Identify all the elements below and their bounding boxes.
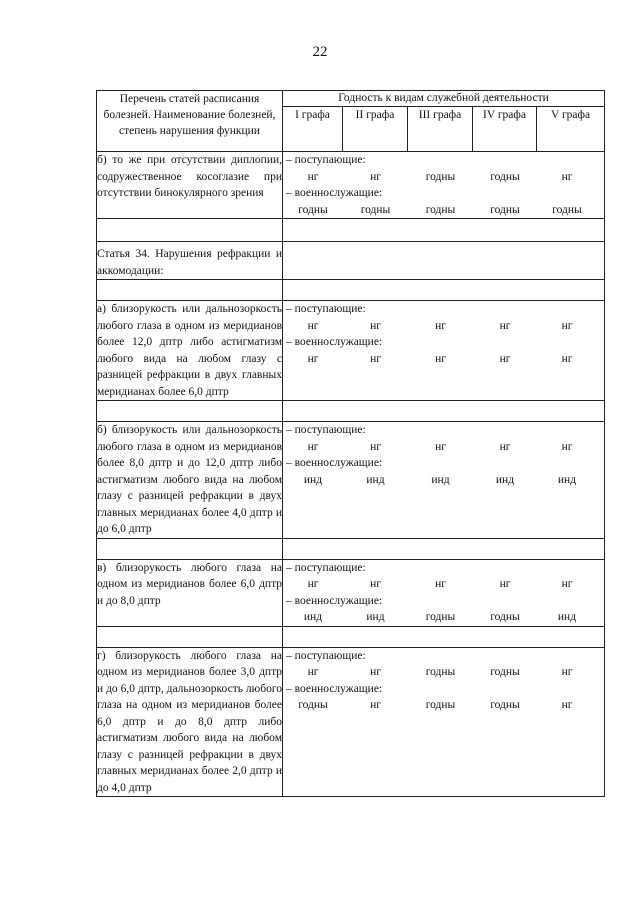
- value-cell: годны: [490, 170, 520, 183]
- value-cell: нг: [435, 352, 446, 365]
- column-header-3: III графа: [408, 107, 473, 152]
- row-values: [283, 301, 605, 401]
- header-disease-list: Перечень статей расписания болезней. Наименование болезней, степень нарушения функции: [97, 91, 283, 152]
- table-row: [97, 242, 605, 280]
- value-cell: годны: [490, 699, 520, 711]
- value-cell: инд: [557, 473, 577, 486]
- value-cell: нг: [307, 440, 319, 453]
- article-heading: Статья 34. Нарушения рефракции и аккомодации:: [97, 242, 283, 280]
- applicants-values: [283, 169, 604, 186]
- value-cell: инд: [366, 473, 385, 486]
- value-cell: нг: [307, 319, 319, 332]
- value-cell: нг: [561, 578, 573, 590]
- value-cell: годны: [552, 203, 582, 216]
- row-values: [283, 559, 605, 626]
- servicemen-label: – военнослужащие:: [286, 594, 383, 607]
- value-cell: нг: [561, 319, 573, 332]
- row-text: б) близорукость или дальнозоркость любого глаза в одном из меридианов более 8,0 дптр и до 12,0 дптр либо астигматизм любого вида на любом глазу с разницей рефракции в двух главных меридианах более 4,0 дптр и до 6,0 дптр: [97, 422, 283, 539]
- servicemen-values: [283, 609, 604, 626]
- value-cell: нг: [561, 666, 573, 678]
- row-values: [283, 647, 605, 797]
- value-cell: нг: [370, 352, 381, 365]
- value-cell: нг: [435, 578, 446, 590]
- table-row: [97, 647, 605, 797]
- servicemen-values: [283, 697, 604, 714]
- value-cell: нг: [307, 352, 319, 365]
- value-cell: годны: [425, 611, 456, 623]
- value-cell: нг: [307, 170, 319, 183]
- value-cell: нг: [499, 440, 511, 453]
- value-cell: нг: [370, 578, 381, 590]
- value-cell: годны: [490, 203, 520, 216]
- value-cell: нг: [370, 699, 381, 711]
- value-cell: нг: [499, 319, 511, 332]
- row-text: а) близорукость или дальнозоркость любого глаза в одном из меридианов более 12,0 дптр либо астигматизм любого вида на любом глазу с разницей рефракции в двух главных меридианах более 6,0 дптр: [97, 301, 283, 401]
- table-row: [97, 152, 605, 219]
- servicemen-label: – военнослужащие:: [286, 187, 383, 199]
- header-fitness: Годность к видам служебной деятельности: [283, 91, 605, 107]
- table-row: [97, 422, 605, 539]
- value-cell: годны: [490, 666, 520, 678]
- applicants-values: [283, 576, 604, 593]
- value-cell: нг: [435, 319, 446, 332]
- servicemen-label: – военнослужащие:: [286, 682, 383, 695]
- servicemen-values: [283, 472, 604, 489]
- value-cell: нг: [561, 699, 573, 711]
- column-header-5: V графа: [537, 107, 605, 152]
- value-cell: нг: [435, 440, 446, 453]
- column-header-4: IV графа: [473, 107, 537, 152]
- applicants-values: [283, 318, 604, 335]
- applicants-label: – поступающие:: [286, 424, 366, 436]
- row-text: г) близорукость любого глаза на одном из меридианов более 3,0 дптр и до 6,0 дптр, дальнозоркость любого глаза на одном из меридианов более 6,0 дптр и до 8,0 дптр либо астигматизм любого вида на любом глазу с разницей рефракции в двух главных меридианах более 2,0 дптр и до 4,0 дптр: [97, 647, 283, 797]
- value-cell: нг: [370, 666, 381, 678]
- value-cell: годны: [425, 666, 456, 678]
- applicants-values: [283, 439, 604, 456]
- applicants-label: – поступающие:: [286, 561, 366, 574]
- value-cell: инд: [495, 473, 515, 486]
- servicemen-values: [283, 351, 604, 368]
- value-cell: годны: [490, 611, 520, 623]
- value-cell: годны: [425, 203, 456, 216]
- applicants-label: – поступающие:: [286, 154, 366, 166]
- value-cell: нг: [561, 170, 573, 183]
- value-cell: инд: [431, 473, 450, 486]
- value-cell: инд: [366, 611, 385, 623]
- row-text: б) то же при отсутствии диплопии, содружественное косоглазие при отсутствии бинокулярного зрения: [97, 152, 283, 219]
- servicemen-label: – военнослужащие:: [286, 336, 383, 348]
- value-cell: годны: [425, 699, 456, 711]
- applicants-label: – поступающие:: [286, 649, 366, 662]
- column-header-1: I графа: [283, 107, 343, 152]
- page-number: 22: [312, 44, 328, 60]
- value-cell: нг: [307, 666, 319, 678]
- value-cell: инд: [557, 611, 577, 623]
- table-row: [97, 301, 605, 401]
- column-header-2: II графа: [343, 107, 408, 152]
- value-cell: нг: [370, 319, 381, 332]
- value-cell: нг: [307, 578, 319, 590]
- value-cell: нг: [370, 440, 381, 453]
- row-values: [283, 152, 605, 219]
- servicemen-values: [283, 202, 604, 219]
- value-cell: инд: [303, 473, 323, 486]
- value-cell: годны: [298, 203, 328, 216]
- value-cell: нг: [370, 170, 381, 183]
- value-cell: нг: [499, 352, 511, 365]
- value-cell: годны: [360, 203, 391, 216]
- value-cell: нг: [561, 352, 573, 365]
- value-cell: годны: [298, 699, 328, 711]
- row-text: в) близорукость любого глаза на одном из меридианов более 6,0 дптр и до 8,0 дптр: [97, 559, 283, 626]
- value-cell: инд: [303, 611, 323, 623]
- servicemen-label: – военнослужащие:: [286, 457, 383, 469]
- value-cell: нг: [561, 440, 573, 453]
- table-row: [97, 559, 605, 626]
- applicants-values: [283, 664, 604, 681]
- fitness-table: [96, 90, 605, 797]
- value-cell: нг: [499, 578, 511, 590]
- value-cell: годны: [425, 170, 456, 183]
- applicants-label: – поступающие:: [286, 303, 366, 315]
- row-values: [283, 422, 605, 539]
